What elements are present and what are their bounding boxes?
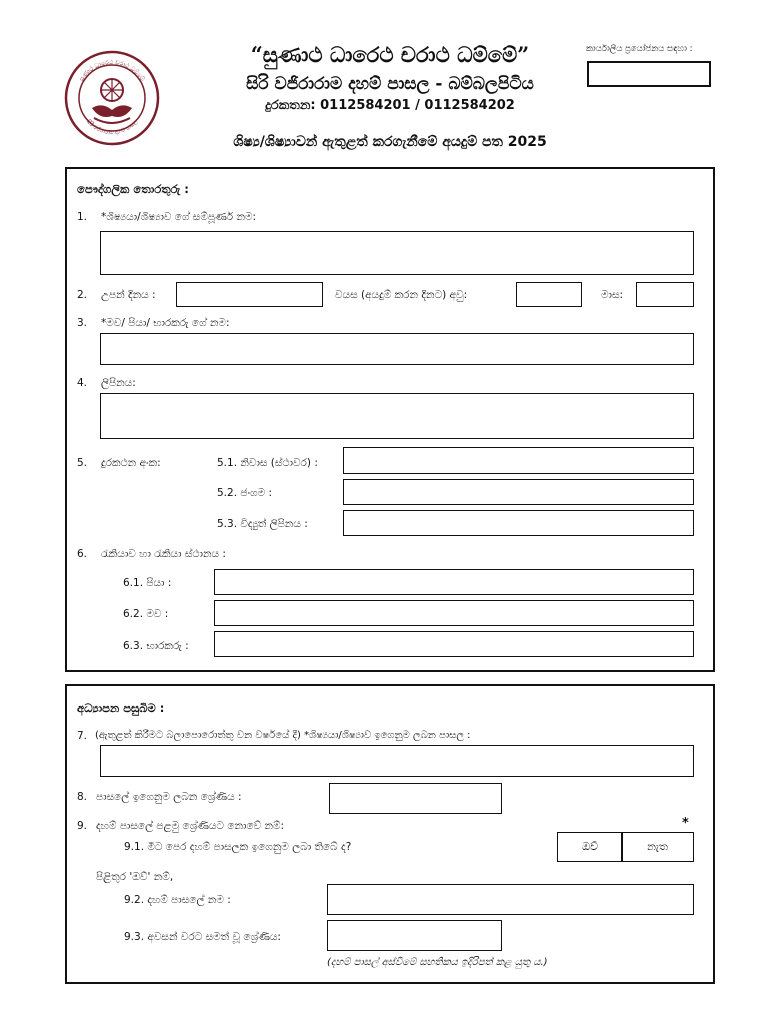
phone-label: දුරකථන අංක: [101,457,161,469]
dhamma-school-label: දහම් පාසලේ පළමු ශ්‍රේණියට නොවේ නම්: [96,820,285,832]
guardian-name-label: *මව/ පියා/ භාරකරු ගේ නම: [101,317,230,329]
q3-number: 3. [77,317,88,329]
q6-number: 6. [77,548,88,560]
age-months-label: මාස: [601,289,624,301]
no-option[interactable]: නැත [621,832,694,862]
current-school-field[interactable] [100,745,694,777]
address-field[interactable] [100,393,694,439]
dob-label: උපන් දිනය : [101,289,156,301]
guardian-occupation-field[interactable] [214,631,694,657]
address-label: ලිපිනය: [101,377,136,389]
svg-text:සුණාථ ධාරෙථ චරාථ ධම්මේ: සුණාථ ධාරෙථ චරාථ ධම්මේ [77,58,146,83]
father-occupation-label: 6.1. පියා : [123,577,172,589]
leaving-certificate-note: (දහම් පාසල් අස්වීමේ සහතිකය ඉදිරිපත් කළ යුතු ය.) [327,957,548,968]
q9-number: 9. [77,820,88,832]
q4-number: 4. [77,377,88,389]
dhamma-school-name-field[interactable] [327,884,694,915]
q1-number: 1. [77,211,88,223]
dob-field[interactable] [176,282,323,307]
q7-number: 7. [77,730,88,742]
personal-info-title: පෞද්ගලික තොරතුරු : [77,182,189,196]
last-passed-grade-label: 9.3. අවසන් වරට සමත් වූ ශ්‍රේණිය: [124,931,281,943]
guardian-name-field[interactable] [100,333,694,365]
required-star: * [682,816,689,831]
q8-number: 8. [77,791,88,803]
form-title: ශිෂ්‍ය/ශිෂ්‍යාවන් ඇතුළත් කරගැනීමේ අයදුම් පත 2025 [233,134,547,150]
school-logo [64,50,160,146]
email-field[interactable] [343,510,694,536]
mother-occupation-field[interactable] [214,600,694,626]
full-name-label: *ශිෂ්‍යයා/ශිෂ්‍යාව ගේ සම්පූර්ණ නම: [101,211,257,223]
dhamma-school-name-label: 9.2. දහම් පාසලේ නම : [124,894,231,906]
office-use-label: කාර්යාලීය ප්‍රයෝජනය සඳහා : [586,44,693,54]
home-phone-field[interactable] [343,447,694,474]
full-name-field[interactable] [100,231,694,275]
previous-dhamma-school-label: 9.1. මීට පෙර දහම් පාසලක ඉගෙනුම ලබා තිබේ ද? [124,841,352,853]
school-grade-field[interactable] [329,783,502,814]
occupation-label: රැකියාව හා රැකියා ස්ථානය : [101,548,226,560]
if-yes-label: පිළිතුර 'ඔව්' නම්, [96,871,174,883]
last-passed-grade-field[interactable] [327,920,502,951]
school-name: සිරි වජිරාරාම දහම් පාසල - බම්බලපිටිය [246,74,534,94]
office-use-field[interactable] [587,61,711,87]
yes-option[interactable]: ඔව් [557,832,623,862]
father-occupation-field[interactable] [214,569,694,595]
svg-text:සිරි වජිරාරාම දහම් පාසල: සිරි වජිරාරාම දහම් පාසල [84,118,140,137]
age-years-field[interactable] [516,282,582,307]
q2-number: 2. [77,289,88,301]
age-months-field[interactable] [636,282,694,307]
home-phone-label: 5.1. නිවාස (ස්ථාවර) : [217,457,318,469]
school-grade-label: පාසලේ ඉගෙනුම ලබන ශ්‍රේණිය : [96,791,242,803]
email-label: 5.3. විද්‍යුත් ලිපිනය : [217,518,308,530]
school-motto: “සුණාථ ධාරෙථ චරාථ ධම්මේ” [250,42,530,67]
guardian-occupation-label: 6.3. භාරකරු : [123,640,189,652]
age-years-label: වයස (අයදුම් කරන දිනට) අවු: [335,289,468,301]
mother-occupation-label: 6.2. මව : [123,608,169,620]
school-phone: දුරකතන: 0112584201 / 0112584202 [265,98,515,113]
q5-number: 5. [77,457,88,469]
mobile-label: 5.2. ජංගම : [217,487,273,499]
education-title: අධ්‍යාපන පසුබිම : [77,701,165,715]
mobile-field[interactable] [343,479,694,505]
current-school-label: (ඇතුළත් කිරීමට බලාපොරොත්තු වන වර්ෂයේ දී) *ශිෂ්‍යයා/ශිෂ්‍යාව ඉගෙනුම ලබන පාසල : [95,730,471,741]
